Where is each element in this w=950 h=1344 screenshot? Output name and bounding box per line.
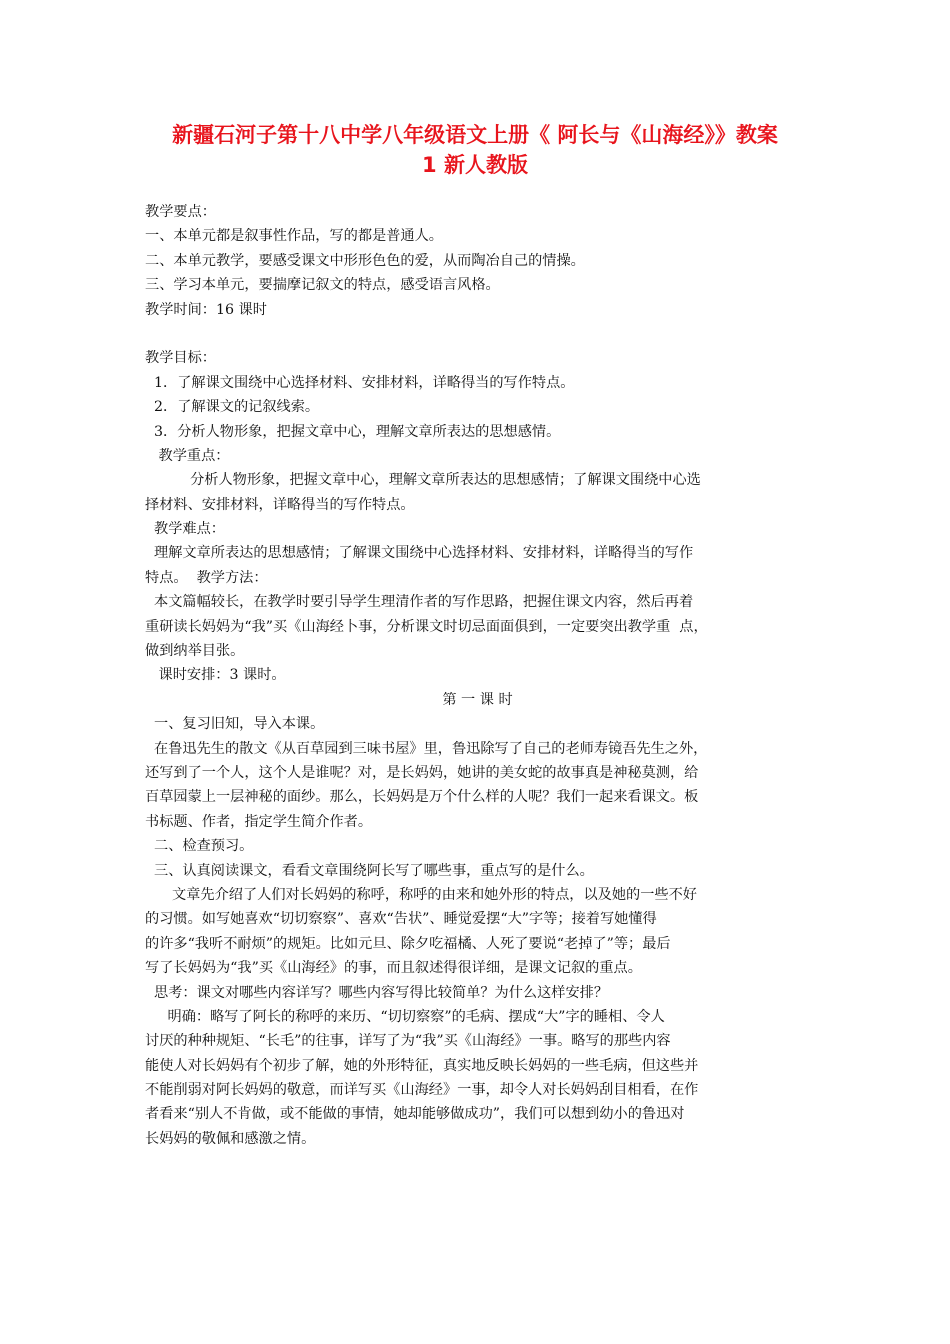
heading-teaching-points: 教学要点：	[145, 204, 216, 220]
paragraph-line: 在鲁迅先生的散文《从百草园到三味书屋》里，鲁迅除写了自己的老师寿镜吾先生之外，	[145, 740, 708, 757]
paragraph-line: 三、学习本单元，要揣摩记叙文的特点，感受语言风格。	[145, 277, 500, 294]
paragraph-line: 重研读长妈妈为“我”买《山海经卜事，分析课文时切忌面面俱到，一定要突出教学重 点，	[145, 618, 708, 635]
paragraph-line: 能使人对长妈妈有个初步了解，她的外形特征，真实地反映长妈妈的一些毛病，但这些并	[145, 1057, 699, 1074]
paragraph-line: 的习惯。如写她喜欢“切切察察”、喜欢“告状”、睡觉爱摆“大”字等；接着写她懂得	[145, 911, 657, 928]
paragraph-line: 本文篇幅较长，在教学时要引导学生理清作者的写作思路，把握住课文内容，然后再着	[145, 594, 694, 611]
paragraph-line: 二、本单元教学，要感受课文中形形色色的爱，从而陶冶自己的情操。	[145, 252, 585, 269]
paragraph-line: 讨厌的种种规矩、“长毛”的往事，详写了为“我”买《山海经》一事。略写的那些内容	[145, 1033, 671, 1050]
paragraph-line: 一、复习旧知，导入本课。	[145, 716, 325, 733]
paragraph-line: 理解文章所表达的思想感情；了解课文围绕中心选择材料、安排材料，详略得当的写作	[145, 545, 694, 562]
paragraph-line: 不能削弱对阿长妈妈的敬意，而详写买《山海经》一事，却令人对长妈妈刮目相看，在作	[145, 1082, 699, 1099]
paragraph-line: 一、本单元都是叙事性作品，写的都是普通人。	[145, 228, 443, 245]
paragraph-line: 1．了解课文围绕中心选择材料、安排材料，详略得当的写作特点。	[145, 374, 575, 391]
heading-key-points: 教学重点：	[145, 447, 230, 464]
document-body	[145, 200, 810, 1151]
paragraph-line: 书标题、作者，指定学生简介作者。	[145, 813, 373, 830]
paragraph-line: 的许多“我听不耐烦”的规矩。比如元旦、除夕吃福橘、人死了要说“老掉了”等；最后	[145, 935, 671, 952]
title-line-2: 1 新人教版	[422, 153, 528, 177]
title-line-1: 新疆石河子第十八中学八年级语文上册《 阿长与《山海经》》教案	[172, 123, 778, 147]
paragraph-line: 思考：课文对哪些内容详写？哪些内容写得比较简单？为什么这样安排？	[145, 984, 609, 1001]
paragraph-line: 2．了解课文的记叙线索。	[145, 399, 320, 416]
section-heading-first-lesson: 第 一 课 时	[442, 691, 513, 708]
blank-line	[145, 322, 810, 346]
paragraph-line: 明确：略写了阿长的称呼的来历、“切切察察”的毛病、摆成“大”字的睡相、令人	[145, 1008, 665, 1025]
paragraph-line: 做到纳举目张。	[145, 643, 245, 660]
document-title	[120, 120, 830, 180]
heading-teaching-goals: 教学目标：	[145, 350, 216, 367]
class-arrangement: 课时安排：3 课时。	[145, 667, 286, 684]
paragraph-line: 二、检查预习。	[145, 838, 254, 855]
paragraph-line: 者看来“别人不肯做，或不能做的事情，她却能够做成功”，我们可以想到幼小的鲁迅对	[145, 1106, 685, 1123]
paragraph-line: 写了长妈妈为“我”买《山海经》的事，而且叙述得很详细，是课文记叙的重点。	[145, 960, 642, 977]
heading-difficulties: 教学难点：	[145, 521, 225, 538]
paragraph-line: 特点。 教学方法：	[145, 569, 268, 586]
paragraph-line: 还写到了一个人，这个人是谁呢？对，是长妈妈，她讲的美女蛇的故事真是神秘莫测，给	[145, 764, 699, 781]
paragraph-line: 长妈妈的敬佩和感激之情。	[145, 1130, 316, 1147]
paragraph-line: 分析人物形象，把握文章中心，理解文章所表达的思想感情；了解课文围绕中心选	[145, 472, 701, 489]
teaching-time: 教学时间：16 课时	[145, 301, 267, 318]
paragraph-line: 文章先介绍了人们对长妈妈的称呼，称呼的由来和她外形的特点，以及她的一些不好	[145, 886, 697, 903]
paragraph-line: 百草园蒙上一层神秘的面纱。那么，长妈妈是万个什么样的人呢？我们一起来看课文。板	[145, 789, 699, 806]
paragraph-line: 择材料、安排材料，详略得当的写作特点。	[145, 496, 415, 513]
paragraph-line: 3．分析人物形象，把握文章中心，理解文章所表达的思想感情。	[145, 423, 561, 440]
paragraph-line: 三、认真阅读课文，看看文章围绕阿长写了哪些事，重点写的是什么。	[145, 862, 594, 879]
